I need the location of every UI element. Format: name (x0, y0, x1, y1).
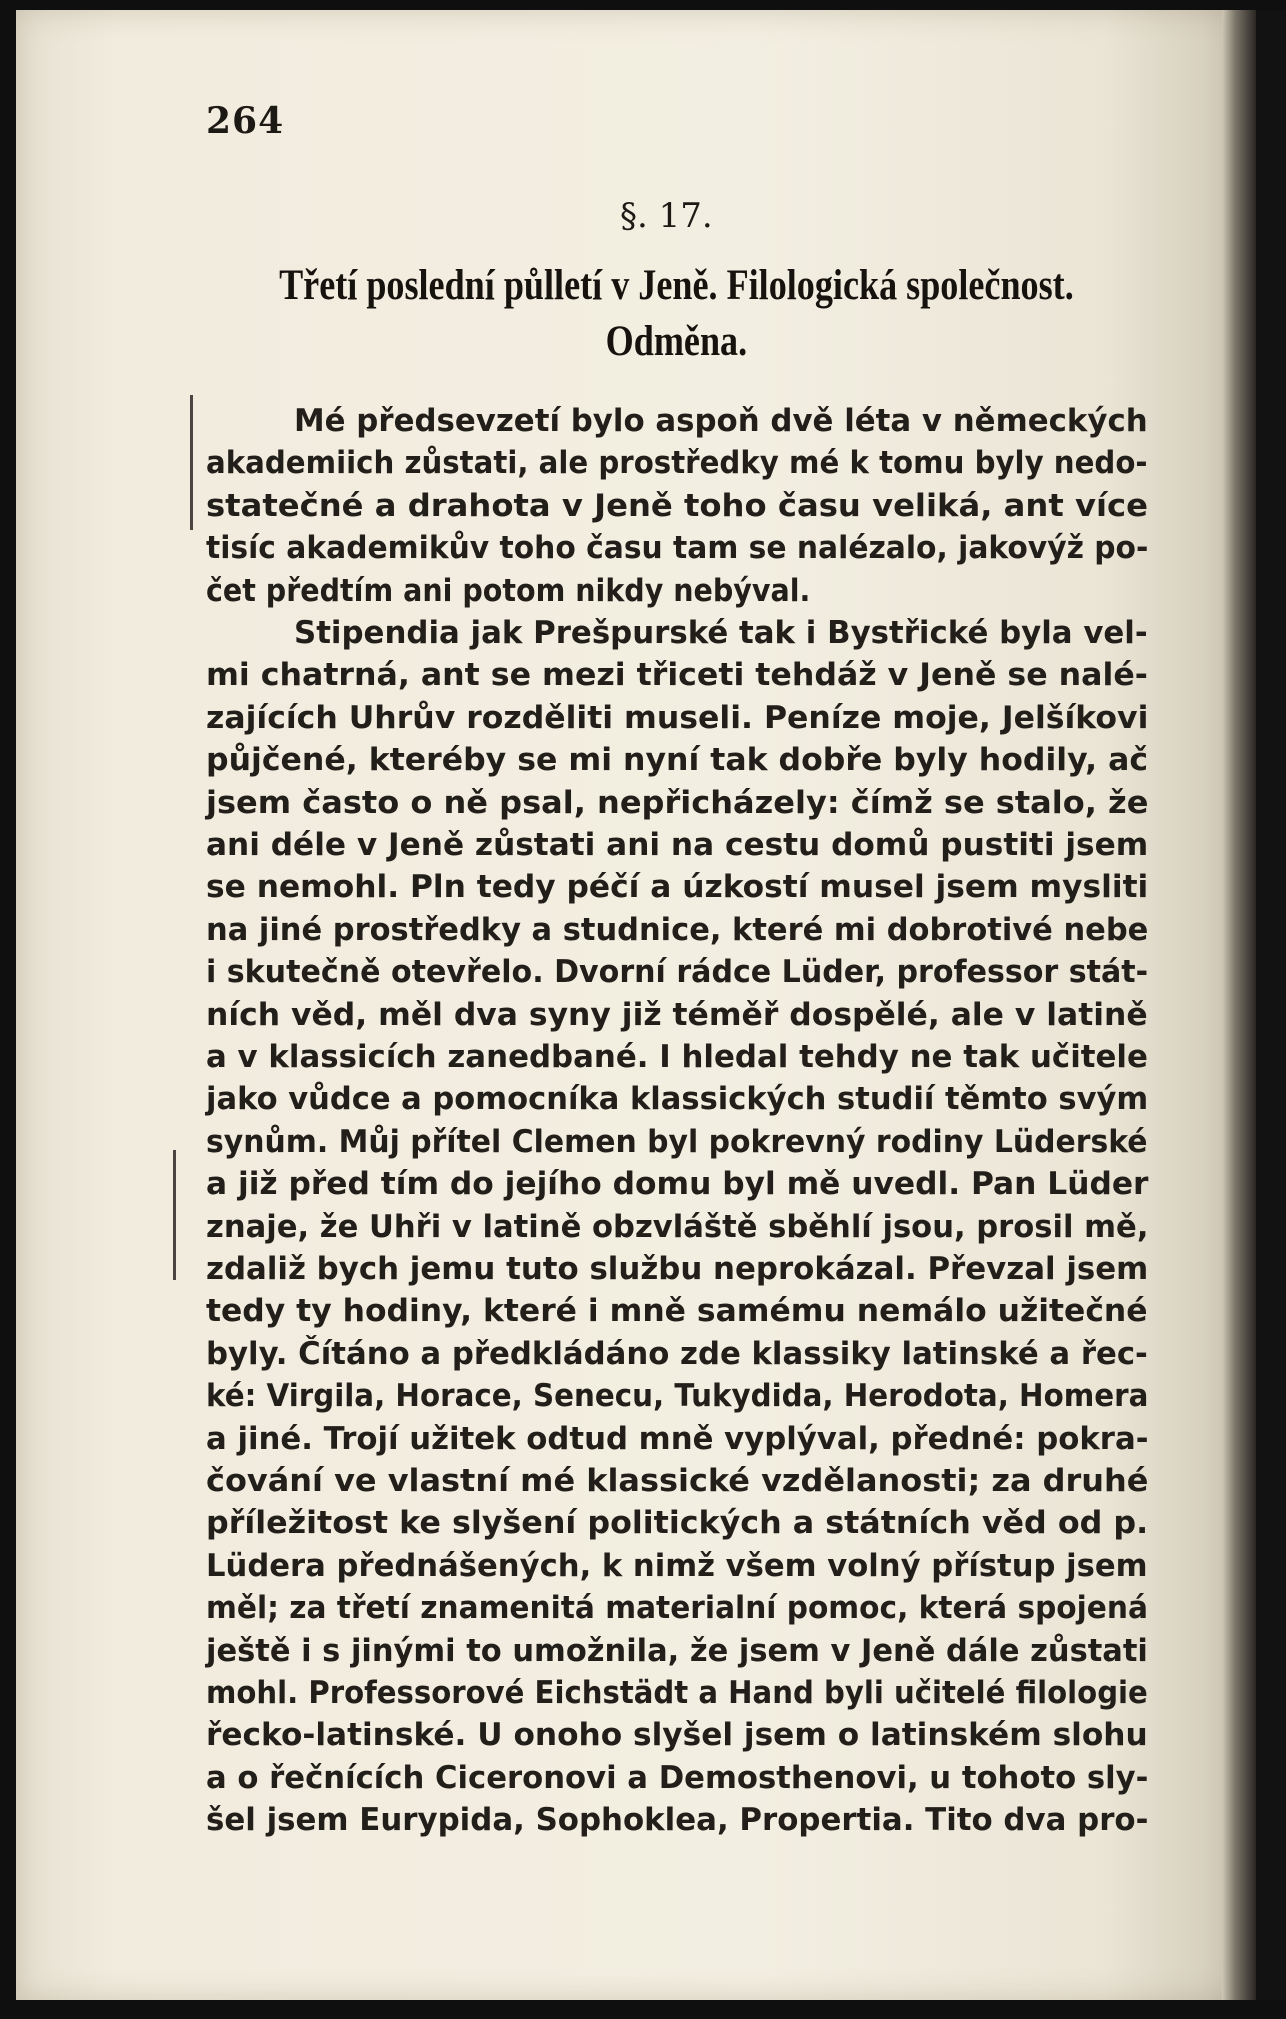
text-line: půjčené, kteréby se mi nyní tak dobře byly hodily, ač (206, 742, 1149, 779)
page-number: 264 (206, 100, 285, 142)
text-line: mohl. Professorové Eichstädt a Hand byli učitelé filologie (206, 1675, 1148, 1711)
text-line: řecko-latinské. U onoho slyšel jsem o latinském slohu (206, 1717, 1148, 1754)
chapter-heading (206, 258, 1147, 370)
text-line: šel jsem Eurypida, Sophoklea, Propertia. Tito dva pro- (206, 1802, 1149, 1839)
chapter-heading-line-1: Třetí poslední půlletí v Jeně. Filologická společnost. (279, 262, 1074, 309)
text-line: statečné a drahota v Jeně toho času veliká, ant více (206, 487, 1149, 524)
text-line: a v klassicích zanedbané. I hledal tehdy ne tak učitele (206, 1039, 1148, 1075)
text-line: ké: Virgila, Horace, Senecu, Tukydida, Herodota, Homera (206, 1378, 1149, 1415)
text-line: měl; za třetí znamenitá materialní pomoc, která spojená (206, 1590, 1148, 1627)
text-line: ani déle v Jeně zůstati ani na cestu domů pustiti jsem (206, 827, 1149, 863)
text-line: čování ve vlastní mé klassické vzdělanosti; za druhé (206, 1463, 1149, 1499)
text-line: tisíc akademikův toho času tam se nalézalo, jakovýž po- (206, 530, 1149, 567)
text-line: příležitost ke slyšení politických a státních věd od p. (206, 1505, 1149, 1542)
text-line: na jiné prostředky a studnice, které mi dobrotivé nebe (206, 911, 1149, 948)
section-number: §. 17. (620, 196, 713, 236)
text-line: tedy ty hodiny, které i mně samému nemálo užitečné (206, 1293, 1148, 1330)
margin-pencil-mark (190, 395, 193, 530)
text-line: Mé předsevzetí bylo aspoň dvě léta v německých (294, 403, 1148, 439)
text-line: ještě i s jinými to umožnila, že jsem v Jeně dále zůstati (206, 1632, 1148, 1669)
text-line: synům. Můj přítel Clemen byl pokrevný rodiny Lüderské (206, 1123, 1148, 1160)
text-line: akademiich zůstati, ale prostředky mé k tomu byly nedo- (206, 445, 1148, 482)
text-line: ních věd, měl dva syny již téměř dospělé, ale v latině (206, 996, 1148, 1033)
text-line: jsem často o ně psal, nepřicházely: čímž se stalo, že (206, 784, 1149, 821)
text-line: a jiné. Trojí užitek odtud mně vyplýval, předné: pokra- (206, 1420, 1149, 1457)
text-line: i skutečně otevřelo. Dvorní rádce Lüder, professor stát- (206, 954, 1149, 991)
text-line: jako vůdce a pomocníka klassických studií těmto svým (206, 1081, 1149, 1118)
page-gutter (1222, 10, 1256, 2000)
text-line: zdaliž bych jemu tuto službu neprokázal. Převzal jsem (206, 1251, 1149, 1287)
text-line: byly. Čítáno a předkládáno zde klassiky latinské a řec- (206, 1335, 1148, 1372)
chapter-heading-line-2: Odměna. (605, 318, 748, 365)
scan-edge (1256, 10, 1286, 2000)
text-line: Lüdera přednášených, k nimž všem volný přístup jsem (206, 1547, 1148, 1584)
text-line: Stipendia jak Prešpurské tak i Bystřické byla vel- (294, 615, 1148, 651)
text-line: zajících Uhrův rozděliti museli. Peníze moje, Jelšíkovi (206, 699, 1149, 736)
text-line: a o řečnících Ciceronovi a Demosthenovi, u tohoto sly- (206, 1759, 1149, 1796)
margin-pencil-mark (173, 1150, 176, 1280)
text-line: a již před tím do jejího domu byl mě uvedl. Pan Lüder (206, 1166, 1149, 1203)
text-line: znaje, že Uhři v latině obzvláště sběhlí jsou, prosil mě, (206, 1208, 1149, 1245)
text-line: se nemohl. Pln tedy péčí a úzkostí musel jsem mysliti (206, 869, 1149, 906)
text-line: čet předtím ani potom nikdy nebýval. (206, 572, 811, 609)
text-line: mi chatrná, ant se mezi třiceti tehdáž v Jeně se nalé- (206, 657, 1148, 694)
